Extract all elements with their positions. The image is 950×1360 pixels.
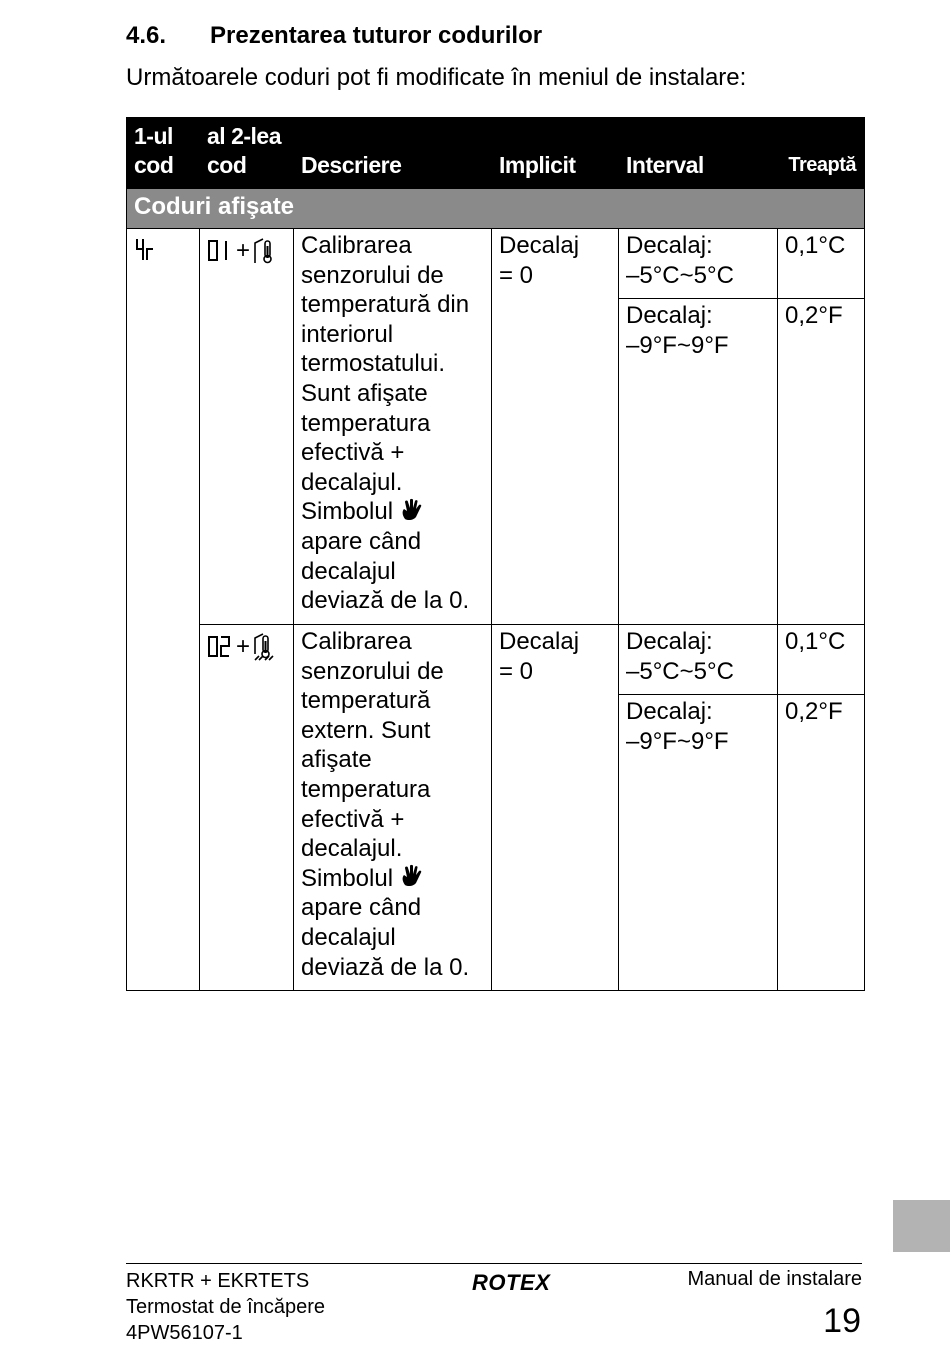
second-code-cell: + (200, 229, 294, 625)
hand-icon (400, 864, 424, 888)
chapter-tab-marker (893, 1200, 950, 1252)
page-number: 19 (823, 1302, 861, 1340)
footer-product-line3: 4PW56107-1 (126, 1322, 243, 1344)
default-cell: Decalaj = 0 (492, 625, 619, 991)
header-step: Treaptă (778, 118, 865, 189)
footer-product-line2: Termostat de încăpere (126, 1296, 325, 1318)
footer-product-info (126, 1268, 325, 1346)
step-cell: 0,1°C (778, 229, 865, 299)
description-cell: Calibrarea senzorului de temperatură extern. Sunt afişate temperatura efectivă + decalajul. Simbolul apare când decalajul deviază de la 0. (294, 625, 492, 991)
section-number: 4.6. (126, 22, 167, 49)
step-cell: 0,1°C (778, 625, 865, 695)
lcd-segment-code-4r (134, 237, 154, 263)
rotex-logo (472, 1270, 560, 1299)
group-row (127, 189, 865, 229)
group-label: Coduri afişate (127, 189, 865, 229)
default-cell: Decalaj = 0 (492, 229, 619, 625)
section-heading (126, 22, 542, 50)
footer-product-line1: RKRTR + EKRTETS (126, 1270, 310, 1292)
indoor-thermometer-icon (253, 237, 275, 265)
lcd-segment-code-02 (207, 634, 233, 660)
intro-text: Următoarele coduri pot fi modificate în meniul de instalare: (126, 64, 747, 91)
section-title: Prezentarea tuturor codurilor (210, 22, 543, 49)
description-cell: Calibrarea senzorului de temperatură din interiorul termostatului. Sunt afişate temperatura efectivă + decalajul. Simbolul apare când decalajul deviază de la 0. (294, 229, 492, 625)
interval-cell: Decalaj: –5°C~5°C (619, 229, 778, 299)
table-row (127, 625, 865, 695)
header-default: Implicit (492, 118, 619, 189)
table-row (127, 229, 865, 299)
header-second-code: al 2-lea cod (200, 118, 294, 189)
second-code-cell: + (200, 625, 294, 991)
table-header-row (127, 118, 865, 189)
interval-cell: Decalaj: –9°F~9°F (619, 695, 778, 991)
footer-divider (126, 1263, 862, 1264)
svg-text:ROTEX: ROTEX (472, 1270, 551, 1294)
header-first-code: 1-ul cod (127, 118, 200, 189)
footer-manual-title: Manual de instalare (687, 1268, 862, 1290)
rotex-logo-icon (472, 1270, 560, 1294)
hand-icon (400, 498, 424, 522)
step-cell: 0,2°F (778, 299, 865, 625)
step-cell: 0,2°F (778, 695, 865, 991)
interval-cell: Decalaj: –5°C~5°C (619, 625, 778, 695)
codes-table (126, 117, 865, 991)
header-interval: Interval (619, 118, 778, 189)
interval-cell: Decalaj: –9°F~9°F (619, 299, 778, 625)
outdoor-thermometer-icon (253, 632, 275, 662)
lcd-segment-code-01 (207, 238, 233, 264)
header-description: Descriere (294, 118, 492, 189)
first-code-cell (127, 229, 200, 991)
